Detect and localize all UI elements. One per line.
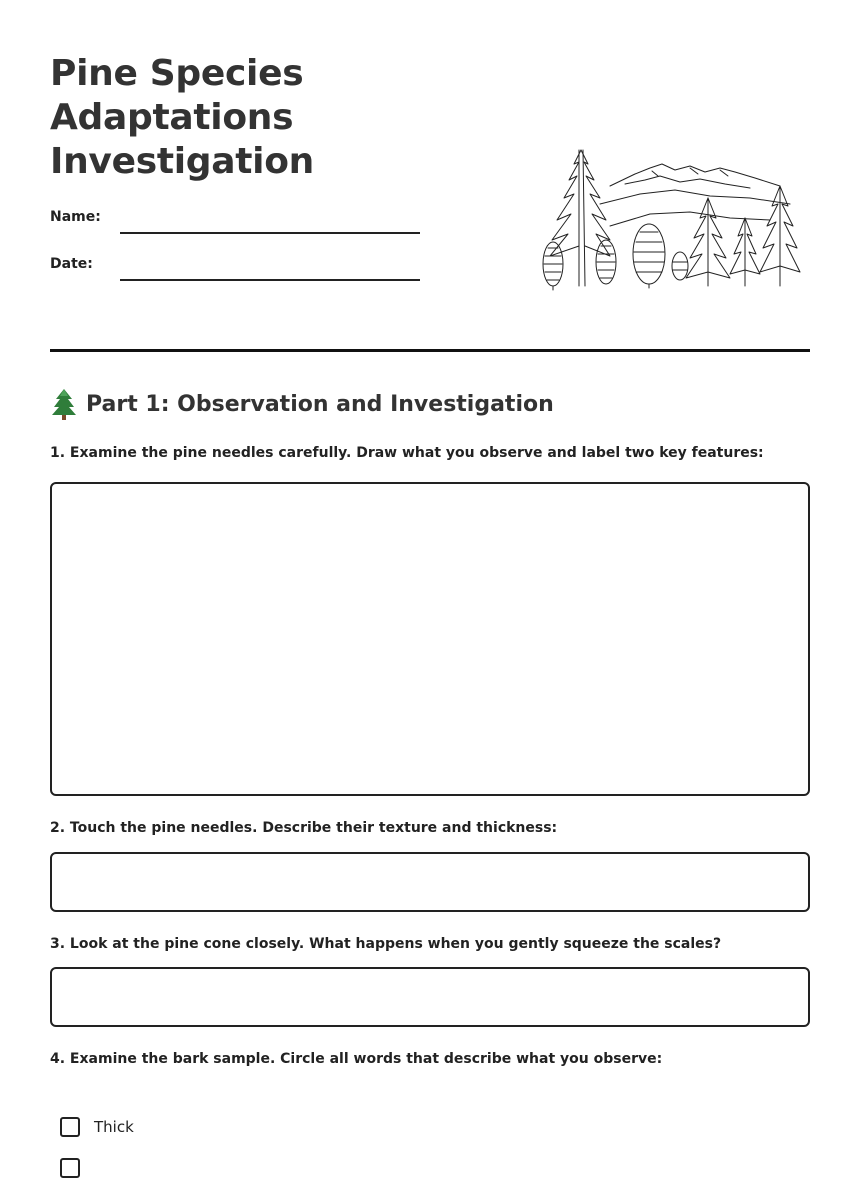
cone-answer-box[interactable]	[50, 967, 810, 1027]
question-2: 2. Touch the pine needles. Describe their texture and thickness:	[50, 820, 558, 836]
name-field	[50, 206, 470, 236]
section-heading	[50, 388, 554, 420]
pine-tree-icon	[50, 388, 78, 420]
option-checkbox[interactable]	[60, 1158, 80, 1178]
worksheet-title	[50, 52, 430, 184]
option-row[interactable]	[60, 1158, 94, 1178]
date-field	[50, 253, 470, 283]
title-line-3: Investigation	[50, 141, 314, 182]
worksheet-page	[50, 0, 810, 1161]
pine-forest-illustration	[540, 146, 802, 292]
texture-answer-box[interactable]	[50, 852, 810, 912]
drawing-area[interactable]	[50, 482, 810, 796]
question-4: 4. Examine the bark sample. Circle all words that describe what you observe:	[50, 1051, 663, 1067]
header-divider	[50, 349, 810, 352]
title-line-2: Adaptations	[50, 97, 294, 138]
option-checkbox[interactable]	[60, 1117, 80, 1137]
date-label: Date:	[50, 256, 93, 272]
question-3: 3. Look at the pine cone closely. What happens when you gently squeeze the scales?	[50, 936, 722, 952]
section-heading-text: Part 1: Observation and Investigation	[86, 391, 554, 417]
option-row[interactable]	[60, 1117, 134, 1137]
title-line-1: Pine Species	[50, 53, 304, 94]
name-label: Name:	[50, 209, 101, 225]
date-input-line[interactable]	[120, 279, 420, 281]
name-input-line[interactable]	[120, 232, 420, 234]
question-1: 1. Examine the pine needles carefully. Draw what you observe and label two key features:	[50, 445, 764, 461]
option-label: Thick	[94, 1118, 134, 1136]
